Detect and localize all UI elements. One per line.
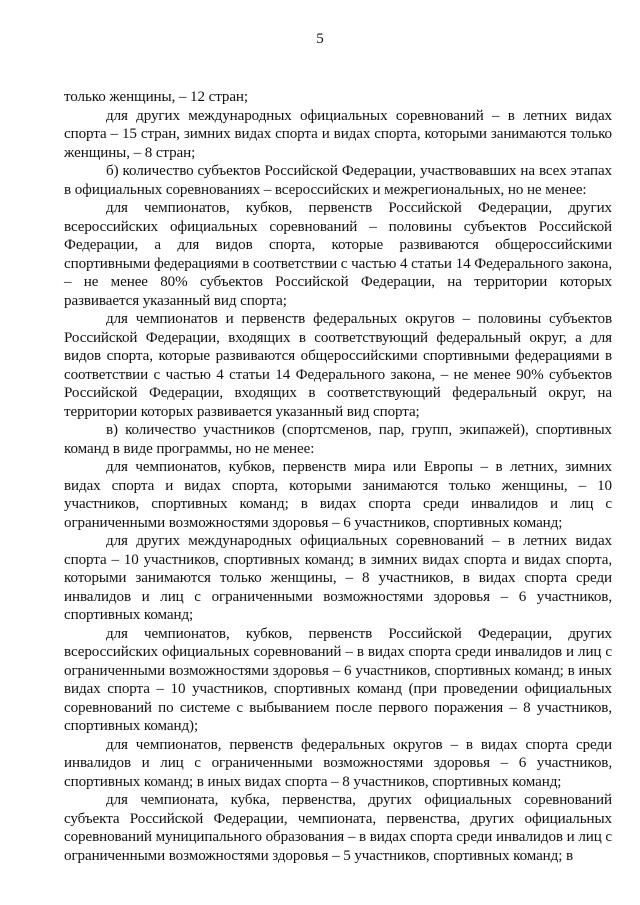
paragraph-1: только женщины, – 12 стран; xyxy=(64,89,249,105)
paragraph-7: для чемпионатов, кубков, первенств мира или Европы – в летних, зимних видах спорта и видах спорта, которыми занимаются только женщины, – 10 участников, спортивных команд; в видах спорта среди инвалидов и лиц с ограниченными возможностями здоровья – 6 участников, спортивных команд; xyxy=(64,459,612,531)
paragraph-4: для чемпионатов, кубков, первенств Российской Федерации, других всероссийских официальных соревнований – половины субъектов Российской Федерации, а для видов спорта, которые развиваются общероссийскими спортивными федерациями в соответствии с частью 4 статьи 14 Федерального закона, – не менее 80% субъектов Российской Федерации, на территории которых развивается указанный вид спорта; xyxy=(64,200,612,309)
paragraph-9: для чемпионатов, кубков, первенств Российской Федерации, других всероссийских официальных соревнований – в видах спорта среди инвалидов и лиц с ограниченными возможностями здоровья – 6 участников, спортивных команд; в иных видах спорта – 10 участников, спортивных команд (при проведении официальных соревнований по системе с выбыванием после первого поражения – 8 участников, спортивных команд); xyxy=(64,625,612,734)
paragraph-6: в) количество участников (спортсменов, пар, групп, экипажей), спортивных команд в виде программы, но не менее: xyxy=(64,422,612,457)
paragraph-10: для чемпионатов, первенств федеральных округов – в видах спорта среди инвалидов и лиц с ограниченными возможностями здоровья – 6 участников, спортивных команд; в иных видах спорта – 8 участников, спортивных команд; xyxy=(64,736,612,790)
page-number: 5 xyxy=(316,31,324,47)
paragraph-2: для других международных официальных соревнований – в летних видах спорта – 15 стран, зимних видах спорта и видах спорта, которыми занимаются только женщины, – 8 стран; xyxy=(64,107,612,161)
document-body xyxy=(64,88,612,865)
paragraph-8: для других международных официальных соревнований – в летних видах спорта – 10 участников, спортивных команд; в зимних видах спорта и видах спорта, которыми занимаются только женщины, – 8 участников, в видах спорта среди инвалидов и лиц с ограниченными возможностями здоровья – 6 участников, спортивных команд; xyxy=(64,533,612,623)
paragraph-3: б) количество субъектов Российской Федерации, участвовавших на всех этапах в официальных соревнованиях – всероссийских и межрегиональных, но не менее: xyxy=(64,163,612,198)
paragraph-5: для чемпионатов и первенств федеральных округов – половины субъектов Российской Федерации, входящих в соответствующий федеральный округ, а для видов спорта, которые развиваются общероссийскими спортивными федерациями в соответствии с частью 4 статьи 14 Федерального закона, – не менее 90% субъектов Российской Федерации, входящих в соответствующий федеральный округ, на территории которых развивается указанный вид спорта; xyxy=(64,311,612,420)
paragraph-11: для чемпионата, кубка, первенства, других официальных соревнований субъекта Российской Федерации, чемпионата, первенства, других официальных соревнований муниципального образования – в видах спорта среди инвалидов и лиц с ограниченными возможностями здоровья – 5 участников, спортивных команд; в xyxy=(64,792,612,864)
